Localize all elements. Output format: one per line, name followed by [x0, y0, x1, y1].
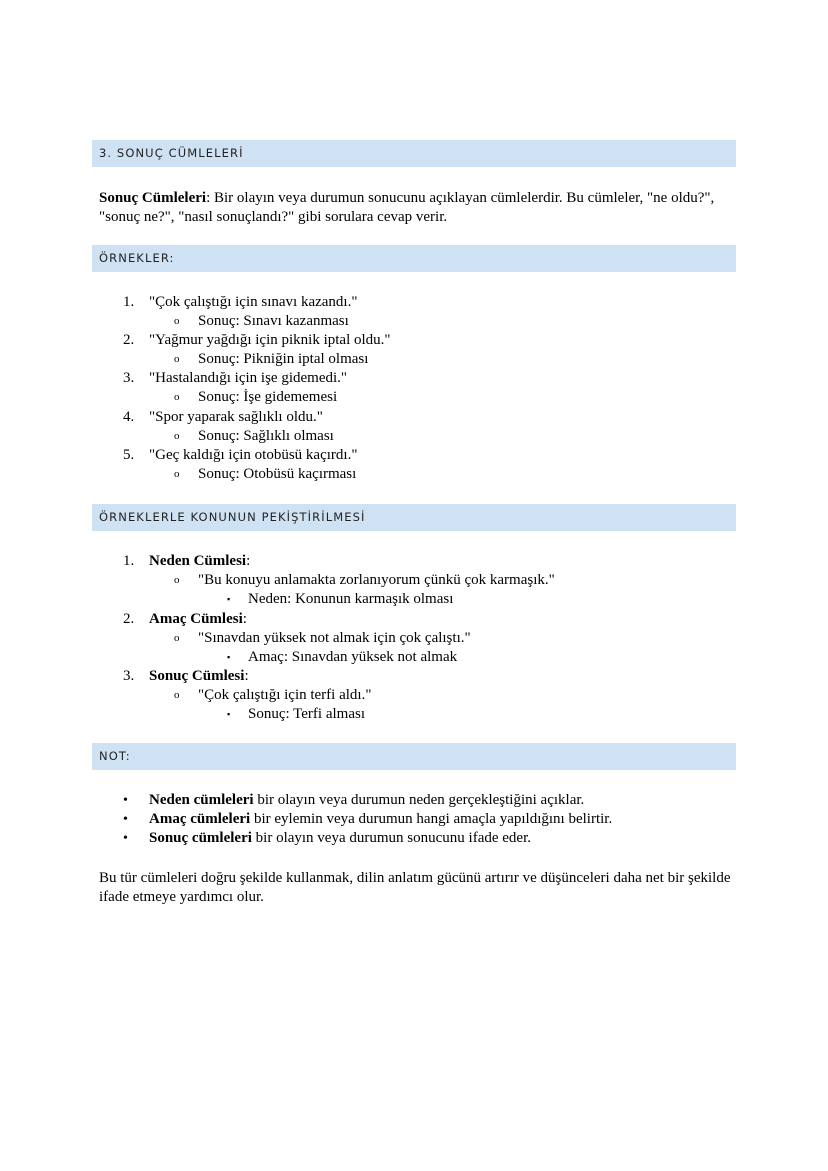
note-term: Neden cümleleri	[149, 792, 254, 808]
list-subitem: Sonuç: Sınavı kazanması	[198, 313, 349, 329]
intro-paragraph	[99, 189, 736, 227]
list-detail: Neden: Konunun karmaşık olması	[248, 591, 454, 607]
list-item	[149, 791, 584, 810]
list-subitem: "Çok çalıştığı için terfi aldı."	[198, 687, 372, 703]
closing-paragraph: Bu tür cümleleri doğru şekilde kullanmak, dilin anlatım gücünü artırır ve düşünceleri daha net bir şekilde ifade etmeye yardımcı olur.	[99, 870, 731, 905]
list-item-title: Neden Cümlesi	[149, 553, 247, 569]
note-term: Amaç cümleleri	[149, 811, 251, 827]
circle-bullet-icon: o	[174, 391, 180, 403]
circle-bullet-icon: o	[174, 574, 180, 586]
section-header-ornekler: ÖRNEKLER:	[92, 245, 736, 272]
list-subitem: Sonuç: Sağlıklı olması	[198, 428, 334, 444]
list-item	[149, 552, 250, 571]
note-text: bir olayın veya durumun sonucunu ifade eder.	[251, 830, 531, 846]
square-bullet-icon: ▪	[227, 652, 231, 662]
list-subitem: Sonuç: İşe gidememesi	[198, 389, 338, 405]
list-item	[149, 667, 249, 686]
bullet-icon: •	[123, 812, 128, 827]
note-text: bir olayın veya durumun neden gerçekleştiğini açıklar.	[253, 792, 585, 808]
list-subitem: Sonuç: Pikniğin iptal olması	[198, 351, 369, 367]
note-text: bir eylemin veya durumun hangi amaçla yapıldığını belirtir.	[250, 811, 613, 827]
list-item: "Spor yaparak sağlıklı oldu."	[149, 409, 323, 425]
list-item-number: 1.	[123, 553, 135, 569]
list-subitem: "Sınavdan yüksek not almak için çok çalıştı."	[198, 630, 471, 646]
list-item-title: Amaç Cümlesi	[149, 611, 243, 627]
list-subitem: "Bu konuyu anlamakta zorlanıyorum çünkü çok karmaşık."	[198, 572, 555, 588]
note-term: Sonuç cümleleri	[149, 830, 252, 846]
list-item: "Yağmur yağdığı için piknik iptal oldu."	[149, 332, 391, 348]
list-item-title: Sonuç Cümlesi	[149, 668, 245, 684]
list-item-number: 2.	[123, 332, 135, 348]
list-detail: Amaç: Sınavdan yüksek not almak	[248, 649, 458, 665]
list-item-colon: :	[242, 611, 247, 627]
list-item	[149, 610, 247, 629]
intro-term: Sonuç Cümleleri	[99, 190, 207, 206]
list-item-number: 4.	[123, 409, 135, 425]
list-item-number: 3.	[123, 668, 135, 684]
list-item	[149, 810, 612, 829]
list-detail: Sonuç: Terfi alması	[248, 706, 365, 722]
list-item-number: 2.	[123, 611, 135, 627]
circle-bullet-icon: o	[174, 632, 180, 644]
intro-text: : Bir olayın veya durumun sonucunu açıklayan cümlelerdir. Bu cümleler, "ne oldu?", "sonuç ne?", "nasıl sonuçlandı?" gibi sorulara cevap verir.	[99, 190, 715, 225]
list-item: "Çok çalıştığı için sınavı kazandı."	[149, 294, 358, 310]
list-item: "Geç kaldığı için otobüsü kaçırdı."	[149, 447, 358, 463]
square-bullet-icon: ▪	[227, 709, 231, 719]
list-subitem: Sonuç: Otobüsü kaçırması	[198, 466, 357, 482]
circle-bullet-icon: o	[174, 689, 180, 701]
circle-bullet-icon: o	[174, 430, 180, 442]
bullet-icon: •	[123, 831, 128, 846]
list-item	[149, 829, 531, 848]
circle-bullet-icon: o	[174, 315, 180, 327]
circle-bullet-icon: o	[174, 353, 180, 365]
list-item-colon: :	[244, 668, 249, 684]
list-item: "Hastalandığı için işe gidemedi."	[149, 370, 348, 386]
section-header-not: NOT:	[92, 743, 736, 770]
bullet-icon: •	[123, 793, 128, 808]
list-item-number: 1.	[123, 294, 135, 310]
circle-bullet-icon: o	[174, 468, 180, 480]
list-item-colon: :	[246, 553, 251, 569]
list-item-number: 3.	[123, 370, 135, 386]
section-header-pekistirme: ÖRNEKLERLE KONUNUN PEKİŞTİRİLMESİ	[92, 504, 736, 531]
section-header-sonuc-cumleleri: 3. SONUÇ CÜMLELERİ	[92, 140, 736, 167]
square-bullet-icon: ▪	[227, 594, 231, 604]
list-item-number: 5.	[123, 447, 135, 463]
